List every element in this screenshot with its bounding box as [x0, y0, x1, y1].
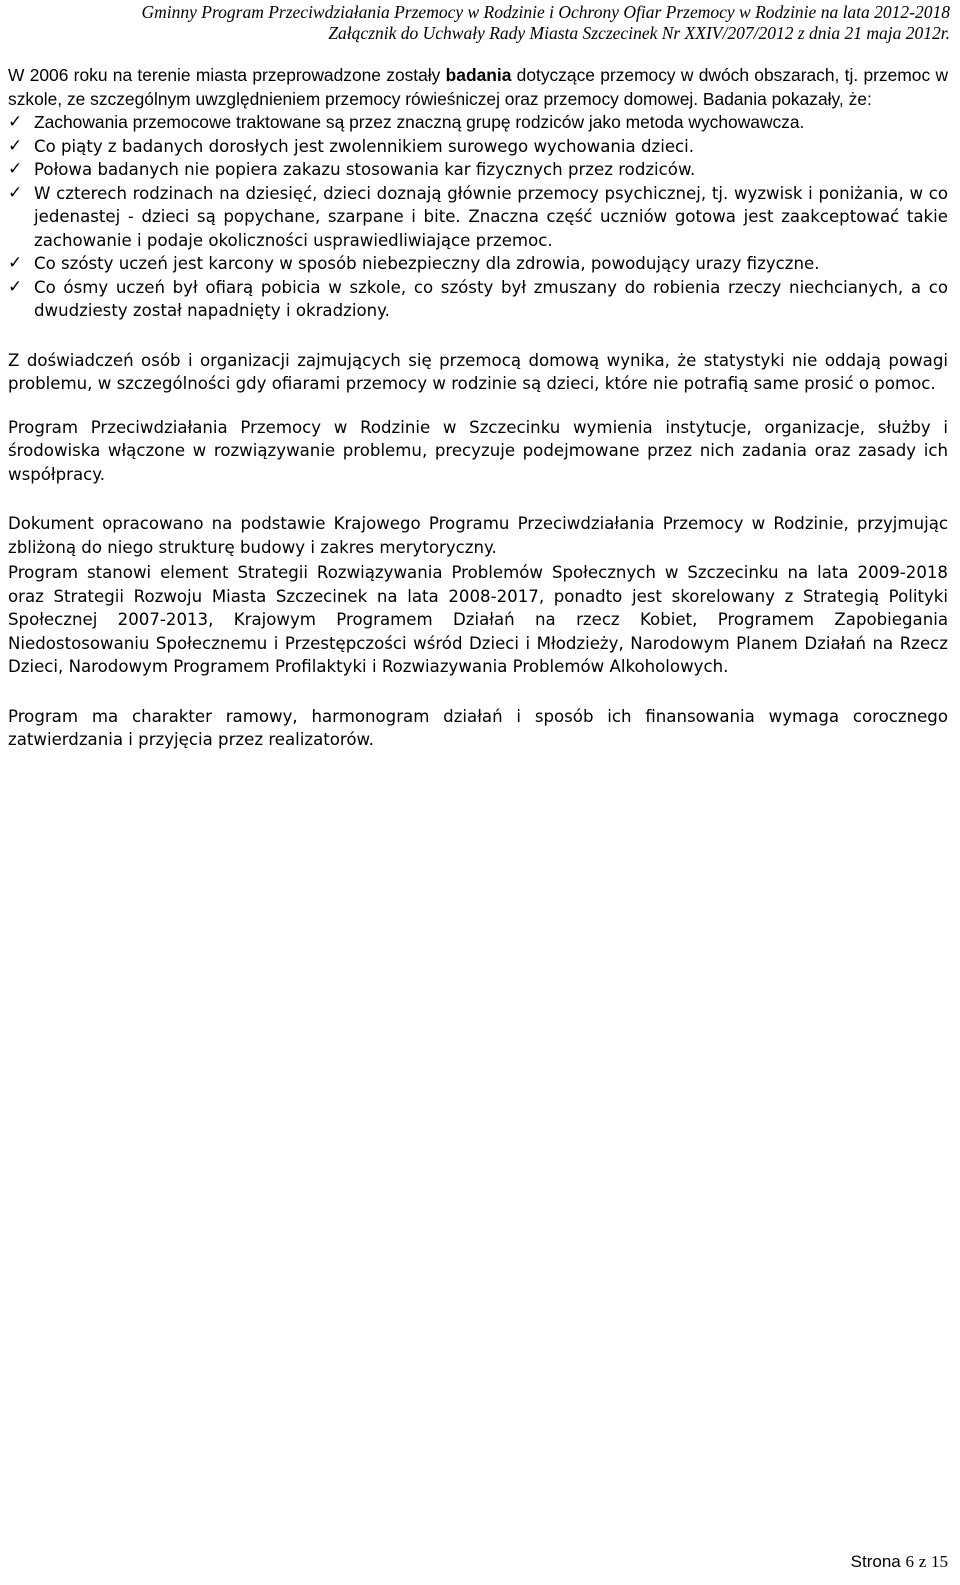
paragraph-experience: Z doświadczeń osób i organizacji zajmujących się przemocą domową wynika, że statystyki nie oddają powagi problemu, w szczególności gdy ofiarami przemocy w rodzinie są dzieci, które nie potrafią same prosić o pomoc. — [8, 350, 948, 393]
check-icon: ✓ — [8, 253, 23, 273]
list-item-text: Co szósty uczeń jest karcony w sposób niebezpieczny dla zdrowia, powodujący urazy fizyczne. — [34, 254, 820, 273]
check-icon: ✓ — [8, 276, 23, 297]
list-item — [8, 276, 948, 323]
paragraph-framework: Program ma charakter ramowy, harmonogram działań i sposób ich finansowania wymaga corocznego zatwierdzania i przyjęcia przez realizatorów. — [8, 706, 948, 749]
paragraph-program-scope: Program Przeciwdziałania Przemocy w Rodzinie w Szczecinku wymienia instytucje, organizacje, służby i środowiska włączone w rozwiązywanie problemu, precyzuje podejmowane przez nich zadania oraz zasady ich współpracy. — [8, 417, 948, 484]
list-item — [8, 111, 948, 135]
page-number — [851, 1552, 948, 1572]
check-icon: ✓ — [8, 182, 23, 203]
page-total: 15 — [931, 1552, 948, 1571]
paragraph-strategy: Program stanowi element Strategii Rozwiązywania Problemów Społecznych w Szczecinku na lata 2009-2018 oraz Strategii Rozwoju Miasta Szczecinek na lata 2008-2017, ponadto jest skorelowany z Strategią Polityki Społecznej 2007-2013, Krajowym Programem Działań na rzecz Kobiet, Programem Zapobiegania Niedostosowaniu Społecznemu i Przestępczości wśród Dzieci i Młodzieży, Narodowym Planem Działań na Rzecz Dzieci, Narodowym Programem Profilaktyki i Rozwiazywania Problemów Alkoholowych. — [8, 563, 948, 676]
list-item-text: Połowa badanych nie popiera zakazu stosowania kar fizycznych przez rodziców. — [34, 160, 696, 179]
list-item-text: Zachowania przemocowe traktowane są przez znaczną grupę rodziców jako metoda wychowawcza. — [34, 112, 805, 132]
document-header — [142, 2, 950, 44]
list-item-text: W czterech rodzinach na dziesięć, dzieci doznają głównie przemocy psychicznej, tj. wyzwisk i poniżania, w co jedenastej - dzieci są popychane, szarpane i bite. Znaczna część uczniów gotowa jest zaakceptować takie zachowanie i podaje okoliczności usprawiedliwiające przemoc. — [34, 183, 948, 250]
intro-bold-word: badania — [445, 65, 512, 85]
list-item — [8, 158, 948, 182]
header-program-title: Gminny Program Przeciwdziałania Przemocy w Rodzinie i Ochrony Ofiar Przemocy w Rodzinie na lata 2012-2018 — [141, 2, 950, 22]
page-label: Strona — [850, 1552, 901, 1571]
list-item — [8, 252, 948, 276]
paragraph-basis: Dokument opracowano na podstawie Krajowego Programu Przeciwdziałania Przemocy w Rodzinie, przyjmując zbliżoną do niego strukturę budowy i zakres merytoryczny. — [8, 514, 948, 557]
document-body — [8, 64, 948, 752]
check-icon: ✓ — [8, 112, 23, 132]
list-item — [8, 135, 948, 159]
header-resolution: Załącznik do Uchwały Rady Miasta Szczecinek Nr XXIV/207/2012 z dnia 21 maja 2012r. — [328, 23, 950, 43]
list-item-text: Co ósmy uczeń był ofiarą pobicia w szkole, co szósty był zmuszany do robienia rzeczy niechcianych, a co dwudziesty został napadnięty i okradziony. — [34, 277, 948, 320]
intro-text-start: W 2006 roku na terenie miasta przeprowadzone zostały — [8, 65, 446, 85]
check-icon: ✓ — [8, 159, 23, 179]
findings-list — [8, 111, 948, 323]
intro-paragraph — [8, 64, 948, 111]
check-icon: ✓ — [8, 135, 23, 156]
page-current: 6 — [905, 1552, 914, 1571]
list-item-text: Co piąty z badanych dorosłych jest zwolennikiem surowego wychowania dzieci. — [34, 136, 695, 156]
page-of: z — [918, 1552, 927, 1571]
list-item — [8, 182, 948, 253]
intro-text-end: dotyczące przemocy w dwóch obszarach, tj. przemoc w szkole, ze szczególnym uwzględnieniem przemocy rówieśniczej oraz przemocy domowej. Badania pokazały, że: — [8, 65, 948, 109]
